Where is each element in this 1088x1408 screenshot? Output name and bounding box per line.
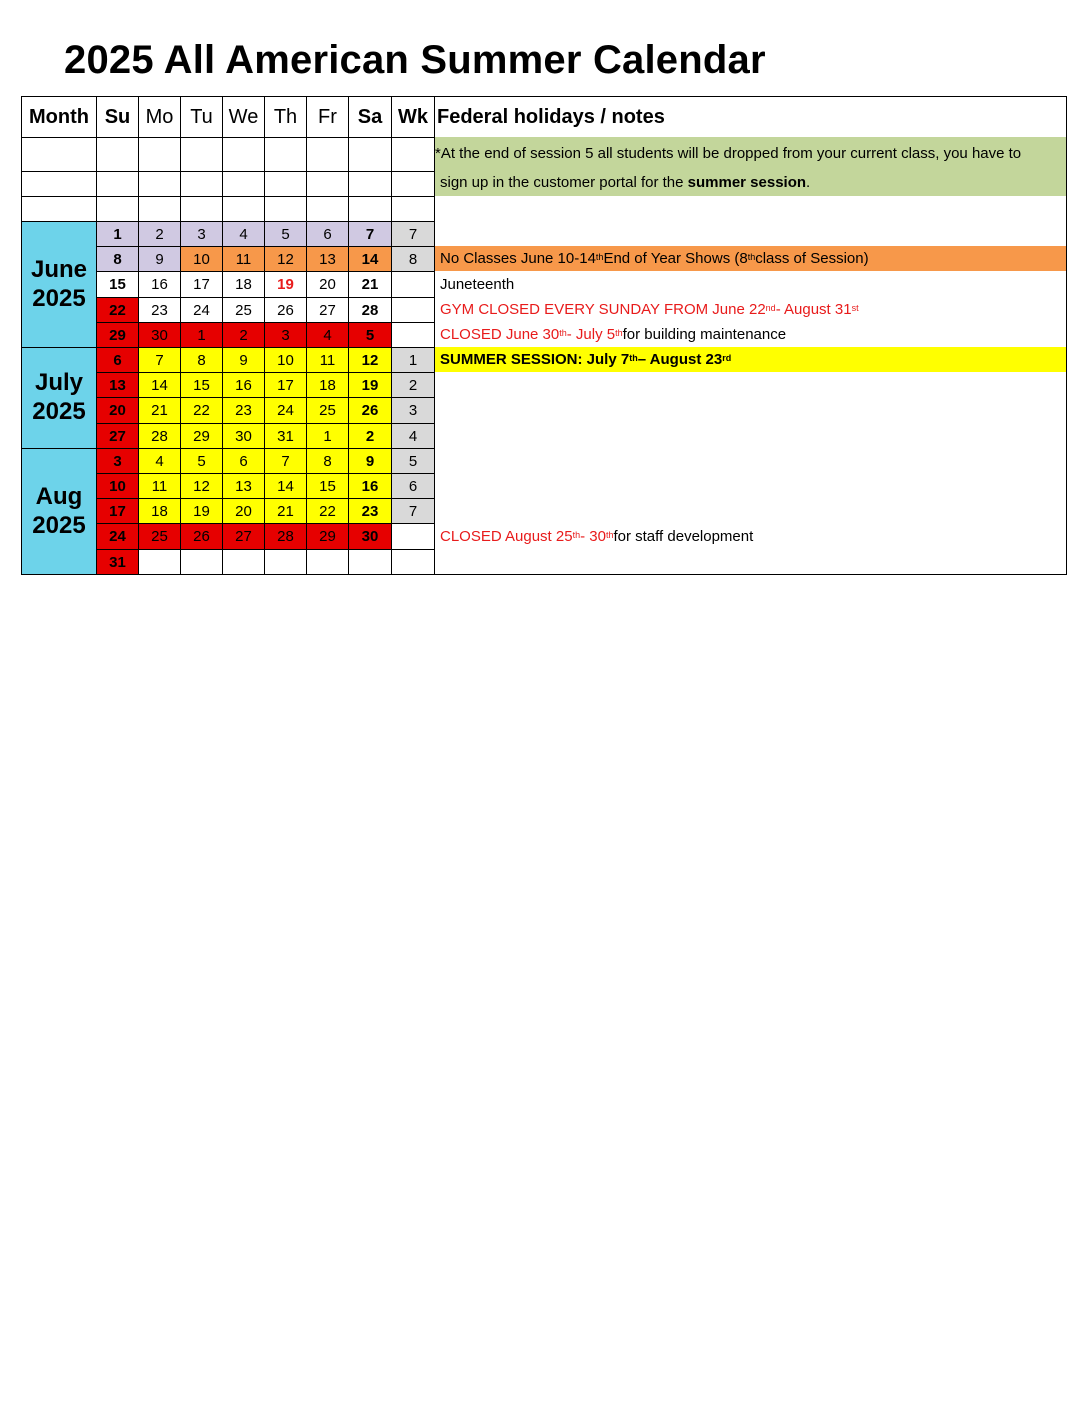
day-cell: 14	[348, 246, 392, 272]
day-cell: 4	[138, 448, 181, 474]
day-cell: 7	[138, 347, 181, 373]
header-sun: Su	[96, 96, 139, 138]
day-cell: 10	[264, 347, 307, 373]
day-cell: 23	[138, 297, 181, 323]
day-cell: 19	[180, 498, 223, 524]
blank-cell	[348, 137, 392, 172]
blank-cell	[96, 196, 139, 222]
day-cell: 26	[180, 523, 223, 550]
day-cell: 13	[222, 473, 265, 499]
header-mon: Mo	[138, 96, 181, 138]
blank-cell	[391, 137, 435, 172]
day-cell: 22	[180, 397, 223, 424]
week-cell	[391, 322, 435, 348]
day-cell: 10	[96, 473, 139, 499]
blank-cell	[21, 171, 97, 197]
week-cell: 4	[391, 423, 435, 449]
day-cell: 25	[138, 523, 181, 550]
blank-cell	[180, 137, 223, 172]
header-month: Month	[21, 96, 97, 138]
week-cell: 2	[391, 372, 435, 398]
week-cell	[391, 549, 435, 575]
day-cell: 18	[306, 372, 349, 398]
blank-cell	[391, 171, 435, 197]
day-cell: 1	[96, 221, 139, 247]
day-cell: 4	[222, 221, 265, 247]
day-cell: 21	[138, 397, 181, 424]
week-cell	[391, 523, 435, 550]
day-cell: 24	[96, 523, 139, 550]
day-cell: 10	[180, 246, 223, 272]
day-cell: 26	[348, 397, 392, 424]
day-cell	[264, 549, 307, 575]
day-cell: 25	[222, 297, 265, 323]
header-thu: Th	[264, 96, 307, 138]
day-cell: 29	[180, 423, 223, 449]
note-juneteenth: Juneteenth	[440, 276, 515, 293]
header-tue: Tu	[180, 96, 223, 138]
day-cell: 2	[222, 322, 265, 348]
day-cell: 21	[264, 498, 307, 524]
summer-session-text: summer session	[687, 174, 807, 191]
week-cell: 1	[391, 347, 435, 373]
day-cell: 20	[96, 397, 139, 424]
day-cell: 29	[96, 322, 139, 348]
note-no-classes: No Classes June 10-14 $^{th}$ End of Year Shows (8 $^{th}$ class of Session)	[434, 246, 1067, 271]
page-title: 2025 All American Summer Calendar	[64, 38, 766, 82]
day-cell: 24	[264, 397, 307, 424]
day-cell	[222, 549, 265, 575]
day-cell: 31	[264, 423, 307, 449]
week-cell	[391, 271, 435, 298]
blank-cell	[222, 196, 265, 222]
day-cell: 21	[348, 271, 392, 298]
blank-cell	[348, 171, 392, 197]
day-cell: 24	[180, 297, 223, 323]
day-cell: 16	[138, 271, 181, 298]
day-cell: 23	[348, 498, 392, 524]
day-cell: 11	[306, 347, 349, 373]
day-cell: 6	[222, 448, 265, 474]
blank-cell	[96, 171, 139, 197]
day-cell: 4	[306, 322, 349, 348]
day-cell: 1	[306, 423, 349, 449]
header-sat: Sa	[348, 96, 392, 138]
header-wed: We	[222, 96, 265, 138]
blank-cell	[180, 196, 223, 222]
day-cell: 30	[348, 523, 392, 550]
day-cell: 7	[264, 448, 307, 474]
intro-note-line1: *At the end of session 5 all students will be dropped from your current class, you have to	[435, 145, 1022, 162]
day-cell: 14	[138, 372, 181, 398]
blank-cell	[96, 137, 139, 172]
day-cell: 15	[306, 473, 349, 499]
day-cell: 28	[138, 423, 181, 449]
day-cell: 27	[96, 423, 139, 449]
day-cell: 5	[264, 221, 307, 247]
day-cell: 6	[96, 347, 139, 373]
day-cell: 15	[180, 372, 223, 398]
month-label-aug: Aug 2025	[21, 448, 97, 575]
day-cell: 11	[138, 473, 181, 499]
day-cell: 14	[264, 473, 307, 499]
day-cell: 5	[348, 322, 392, 348]
blank-cell	[306, 171, 349, 197]
week-cell: 3	[391, 397, 435, 424]
day-cell: 2	[348, 423, 392, 449]
day-cell: 3	[264, 322, 307, 348]
day-cell: 19	[264, 271, 307, 298]
blank-cell	[306, 196, 349, 222]
blank-cell	[264, 137, 307, 172]
day-cell	[180, 549, 223, 575]
day-cell: 30	[138, 322, 181, 348]
day-cell: 28	[264, 523, 307, 550]
day-cell: 29	[306, 523, 349, 550]
blank-cell	[222, 137, 265, 172]
blank-cell	[138, 196, 181, 222]
day-cell: 9	[138, 246, 181, 272]
day-cell: 19	[348, 372, 392, 398]
day-cell: 16	[348, 473, 392, 499]
day-cell: 8	[180, 347, 223, 373]
day-cell: 17	[264, 372, 307, 398]
day-cell: 11	[222, 246, 265, 272]
day-cell: 30	[222, 423, 265, 449]
month-label-july: July 2025	[21, 347, 97, 449]
week-cell: 7	[391, 221, 435, 247]
day-cell: 16	[222, 372, 265, 398]
blank-cell	[138, 137, 181, 172]
blank-cell	[306, 137, 349, 172]
day-cell: 7	[348, 221, 392, 247]
day-cell: 12	[180, 473, 223, 499]
note-gym-closed: GYM CLOSED EVERY SUNDAY FROM June 22 $^{nd}$ - August 31 $^{st}$	[440, 301, 859, 318]
day-cell: 12	[264, 246, 307, 272]
day-cell: 18	[222, 271, 265, 298]
day-cell	[348, 549, 392, 575]
intro-note	[434, 137, 1067, 196]
day-cell: 8	[96, 246, 139, 272]
day-cell: 2	[138, 221, 181, 247]
day-cell: 26	[264, 297, 307, 323]
day-cell: 23	[222, 397, 265, 424]
day-cell: 12	[348, 347, 392, 373]
blank-cell	[180, 171, 223, 197]
blank-cell	[348, 196, 392, 222]
day-cell: 17	[96, 498, 139, 524]
week-cell: 5	[391, 448, 435, 474]
blank-cell	[264, 196, 307, 222]
day-cell: 9	[348, 448, 392, 474]
day-cell: 27	[222, 523, 265, 550]
blank-cell	[222, 171, 265, 197]
week-cell: 6	[391, 473, 435, 499]
day-cell: 20	[222, 498, 265, 524]
day-cell: 22	[96, 297, 139, 323]
day-cell: 3	[96, 448, 139, 474]
month-label-june: June 2025	[21, 221, 97, 348]
day-cell: 17	[180, 271, 223, 298]
blank-cell	[391, 196, 435, 222]
day-cell	[306, 549, 349, 575]
day-cell: 13	[306, 246, 349, 272]
day-cell	[138, 549, 181, 575]
day-cell: 1	[180, 322, 223, 348]
note-summer-session: SUMMER SESSION: July 7 $^{th}$ – August 23 $^{rd}$	[434, 347, 1067, 372]
day-cell: 20	[306, 271, 349, 298]
day-cell: 25	[306, 397, 349, 424]
day-cell: 13	[96, 372, 139, 398]
note-closed-aug: CLOSED August 25 $^{th}$ - 30 $^{th}$ for staff development	[440, 528, 754, 545]
intro-note-line2: sign up in the customer portal for the summer session.	[440, 174, 811, 191]
header-week: Wk	[391, 96, 435, 138]
day-cell: 28	[348, 297, 392, 323]
day-cell: 8	[306, 448, 349, 474]
day-cell: 6	[306, 221, 349, 247]
day-cell: 27	[306, 297, 349, 323]
blank-cell	[21, 137, 97, 172]
header-fri: Fr	[306, 96, 349, 138]
day-cell: 31	[96, 549, 139, 575]
day-cell: 22	[306, 498, 349, 524]
blank-cell	[21, 196, 97, 222]
day-cell: 3	[180, 221, 223, 247]
day-cell: 15	[96, 271, 139, 298]
header-notes: Federal holidays / notes	[434, 96, 1067, 138]
day-cell: 5	[180, 448, 223, 474]
blank-cell	[264, 171, 307, 197]
week-cell	[391, 297, 435, 323]
week-cell: 7	[391, 498, 435, 524]
blank-cell	[138, 171, 181, 197]
week-cell: 8	[391, 246, 435, 272]
day-cell: 18	[138, 498, 181, 524]
day-cell: 9	[222, 347, 265, 373]
note-closed-june: CLOSED June 30 $^{th}$ - July 5 $^{th}$ for building maintenance	[440, 326, 787, 343]
